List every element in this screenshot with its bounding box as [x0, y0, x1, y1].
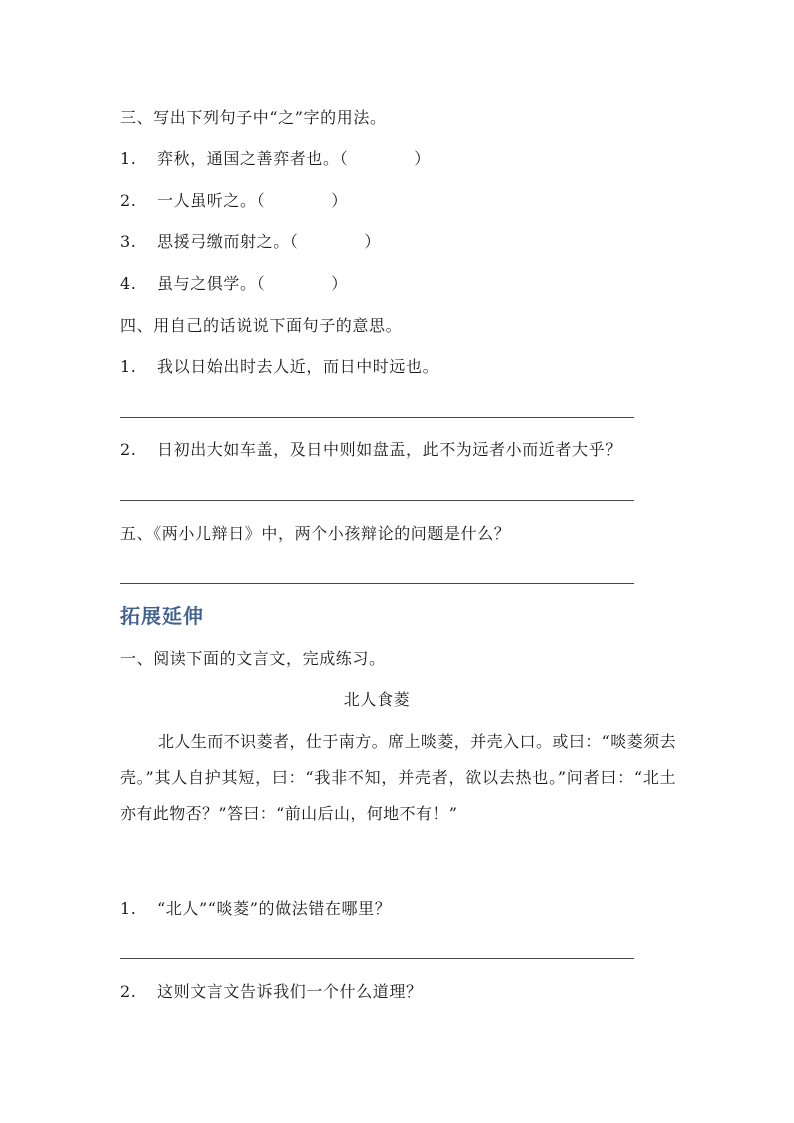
item-text: 我以日始出时去人近，而日中时远也。 — [157, 357, 440, 376]
item-number: 2. — [120, 191, 137, 210]
section3-item-4 — [120, 274, 348, 294]
item-number: 4. — [120, 274, 137, 293]
section3-item-2 — [120, 191, 348, 211]
extension-question-1: 一、阅读下面的文言文，完成练习。 — [120, 649, 386, 668]
section4-item-1 — [120, 357, 439, 377]
item-text: 弈秋，通国之善弈者也。（ — [157, 149, 349, 168]
section3-title: 三、写出下列句子中“之”字的用法。 — [120, 108, 387, 127]
item-number: 3. — [120, 232, 137, 251]
extension-heading: 拓展延伸 — [120, 604, 204, 628]
answer-line[interactable] — [120, 417, 634, 418]
item-close: ） — [364, 232, 382, 251]
section3-item-3 — [120, 232, 381, 252]
answer-line[interactable] — [120, 583, 634, 584]
item-close: ） — [331, 274, 348, 293]
item-text: 一人虽听之。（ — [157, 191, 266, 210]
answer-line[interactable] — [120, 500, 634, 501]
item-close: ） — [414, 149, 431, 168]
section3-item-1 — [120, 149, 431, 169]
item-text: 思援弓缴而射之。（ — [157, 232, 299, 251]
extension-item-1 — [120, 899, 391, 919]
section4-item-2 — [120, 440, 622, 460]
extension-item-2 — [120, 982, 423, 1002]
section4-title: 四、用自己的话说说下面句子的意思。 — [120, 316, 403, 335]
item-text: “北人”“啖菱”的做法错在哪里？ — [157, 899, 392, 918]
item-number: 1. — [120, 149, 137, 168]
passage-text: 北人生而不识菱者，仕于南方。席上啖菱，并壳入口。或曰：“啖菱须去壳。”其人自护其短，曰：“我非不知，并壳者，欲以去热也。”问者曰：“北土亦有此物否？”答曰：“前山后山，何地不有！” — [120, 732, 676, 823]
item-text: 日初出大如车盖，及日中则如盘盂，此不为远者小而近者大乎？ — [157, 440, 622, 459]
item-text: 这则文言文告诉我们一个什么道理？ — [157, 982, 423, 1001]
item-number: 2. — [120, 440, 137, 459]
section5-title: 五、《两小儿辩日》中，两个小孩辩论的问题是什么？ — [120, 524, 511, 543]
passage-title: 北人食菱 — [343, 690, 411, 709]
item-number: 2. — [120, 982, 137, 1001]
item-text: 虽与之俱学。（ — [157, 274, 266, 293]
item-number: 1. — [120, 899, 137, 918]
item-number: 1. — [120, 357, 137, 376]
item-close: ） — [331, 191, 348, 210]
answer-line[interactable] — [120, 958, 634, 959]
